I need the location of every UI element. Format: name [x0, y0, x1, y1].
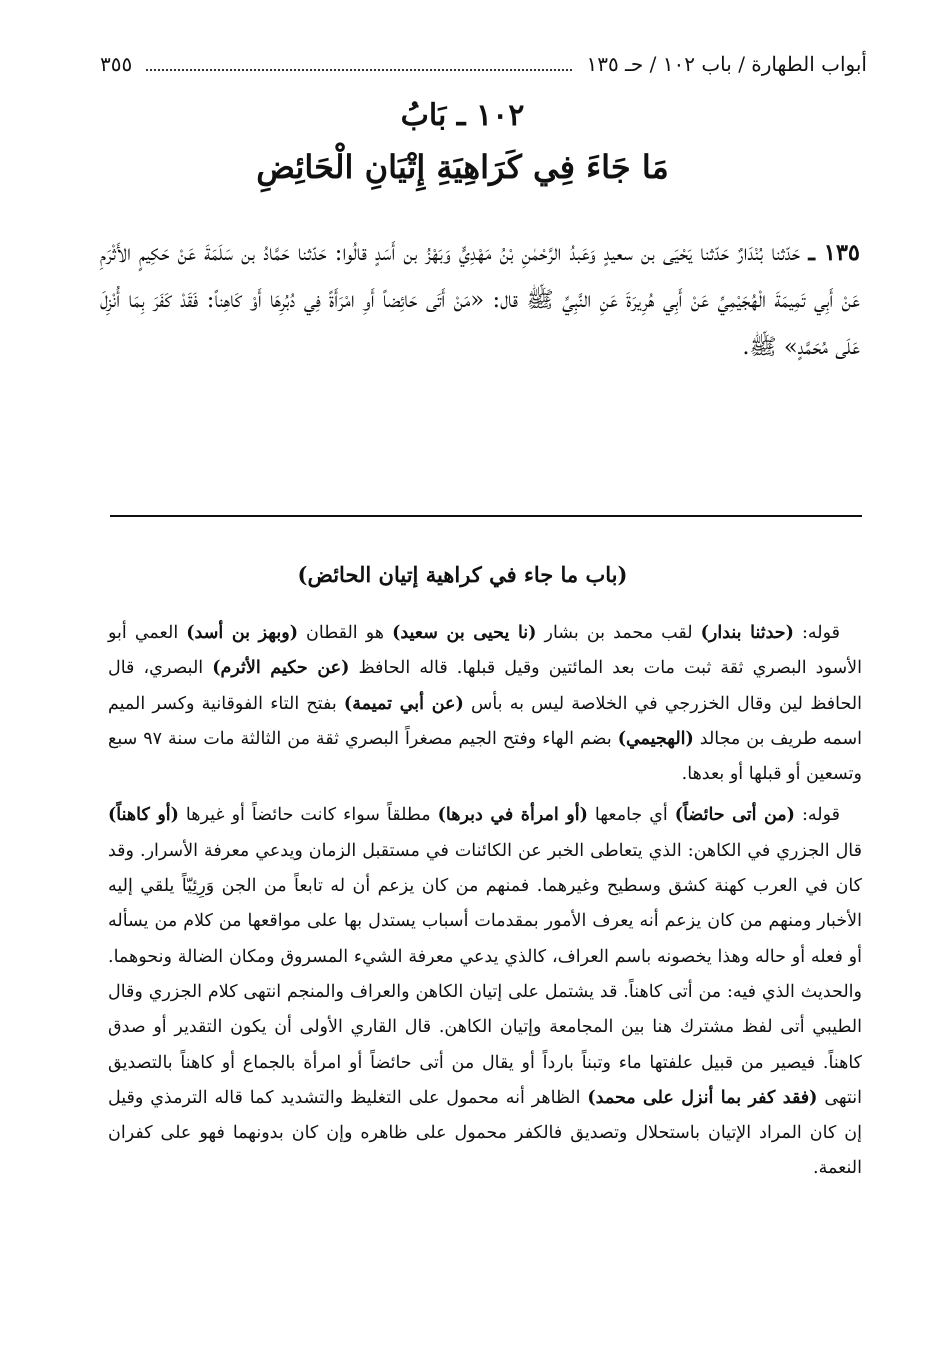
commentary-paragraph [108, 616, 862, 792]
bold-quote: (أو امرأة في دبرها) [437, 805, 588, 826]
bold-quote: (وبهز بن أسد) [186, 623, 298, 643]
text-run: بفتح التاء الفوقانية وكسر الميم اسمه طريف بن مجالد [108, 693, 862, 749]
text-run: أي جامعها [587, 805, 675, 826]
text-run: لقب محمد بن بشار [536, 623, 701, 643]
running-title: أبواب الطهارة / باب ١٠٢ / حـ ١٣٥ [586, 52, 867, 76]
bold-quote: (حدثنا بندار) [700, 623, 794, 643]
bold-quote: (نا يحيى بن سعيد) [392, 623, 537, 643]
text-run: مطلقاً سواء كانت حائضاً أو غيرها [178, 805, 438, 826]
text-run: بضم الهاء وفتح الجيم مصغراً البصري ثقة من الثالثة مات سنة ٩٧ سبع وتسعين أو قبلها أو بعدها. [108, 728, 862, 785]
chapter-number: ١٠٢ ـ بَابُ [400, 98, 525, 133]
leader-dots [146, 57, 572, 71]
bold-quote: (عن أبي تميمة) [343, 693, 464, 714]
text-run: قال الجزري في الكاهن: الذي يتعاطى الخبر عن الكائنات في مستقبل الزمان ويدعي معرفة الأسرار. وقد كان في العرب كهنة كشق وسطيح وغيرهما. فمنهم من كان يزعم أن له تابعاً من الجن وَرِئِيّاً يلقي إليه الأخبار ومنهم من كان يزعم أنه يعرف الأمور بمقدمات أسباب يستدل بها على مواقعها من كلام من يسأله أو فعله أو حاله وهذا يخصونه باسم العراف، كالذي يدعي معرفة الشيء المسروق ومكان الضالة ونحوهما. والحديث الذي فيه: من أتى كاهناً. قد يشتمل على إتيان الكاهن والعراف والمنجم انتهى كلام الجزري وقال الطيبي أتى لفظ مشترك هنا بين المجامعة وإتيان الكاهن. قال القاري الأولى أن يكون التقدير أو صدق كاهناً. فيصير من قبيل علفتها ماء وتبناً بارداً أو يقال من أتى حائضاً أو امرأة بالجماع أو كاهناً بالتصديق انتهى [108, 840, 863, 1108]
text-run: قوله: [793, 623, 840, 643]
chapter-title: مَا جَاءَ فِي كَرَاهِيَةِ إِتْيَانِ الْحَائِضِ [256, 148, 669, 186]
page-number: ٣٥٥ [100, 52, 133, 76]
bold-quote: (من أتى حائضاً) [674, 805, 795, 826]
bold-quote: (عن حكيم الأثرم) [212, 658, 350, 679]
bold-quote: (أو كاهناً) [108, 805, 179, 826]
commentary-body [108, 616, 862, 1189]
page-header [100, 48, 867, 80]
text-run: هو القطان [297, 623, 393, 643]
hadith-text: حَدّثنا بُنْدَارٌ حَدّثنا يَحْيَى بن سعيدٍ وَعَبدُ الرَّحْمٰنِ بْنُ مَهْدِيٍّ وَبَهْزُ بن أَسَدٍ قالُوا: حَدّثنا حَمَّادُ بن سَلَمَةَ عَنْ حَكِيمٍ الأَثْرَمِ عَنْ أَبِي تَمِيمَةَ الْهُجَيْمِيِّ عَنْ أَبِي هُرِيرَةَ عَنِ النَّبِيِّ ﷺ قال: «مَنْ أَتَى حَائِضاً أَوِ امْرَأَةً فِي دُبُرِهَا أَوْ كَاهِناً: فَقَدْ كَفَرَ بِمَا أُنْزِلَ عَلَى مُحَمَّدٍ» ﷺ. [100, 240, 860, 360]
hadith-text-block [100, 230, 860, 371]
commentary-title: (باب ما جاء في كراهية إتيان الحائض) [297, 562, 628, 587]
hadith-number: ١٣٥ ـ [808, 240, 860, 266]
bold-quote: (فقد كفر بما أنزل على محمد) [587, 1087, 818, 1108]
bold-quote: (الهجيمي) [617, 728, 694, 749]
text-run: قوله: [794, 805, 840, 826]
text-run: الظاهر أنه محمول على التغليظ والتشديد كما قاله الترمذي وقيل إن كان المراد الإتيان باستحلال وتصديق فالكفر محمول على ظاهره وإن كان بدونهما فهو على كفران النعمة. [108, 1087, 862, 1179]
section-divider [110, 515, 862, 517]
commentary-paragraph [108, 798, 862, 1186]
text-run: البصري، قال الحافظ لين وقال الخزرجي في الخلاصة ليس به بأس [108, 658, 862, 714]
text-run: العمي أبو الأسود البصري ثقة ثبت مات بعد المائتين وقيل قبلها. قاله الحافظ [108, 623, 863, 679]
